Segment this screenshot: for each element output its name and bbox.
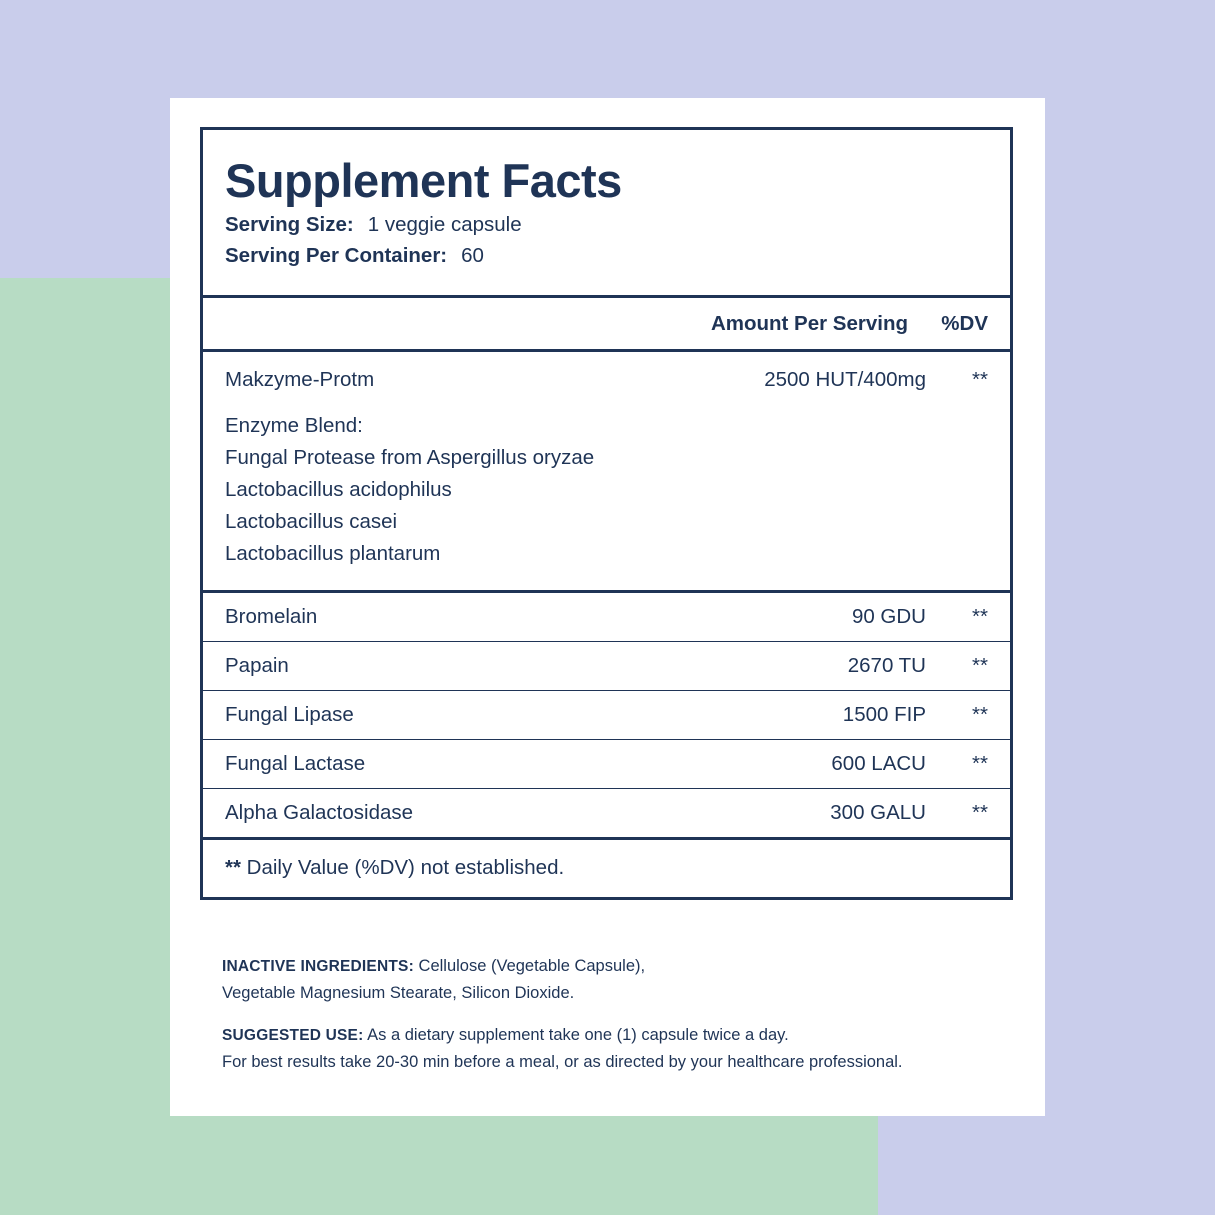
blend-name: Makzyme-Protm [225,368,375,392]
serving-size-value: 1 veggie capsule [367,213,522,237]
ingredient-dv: ** [972,703,988,727]
page-title: Supplement Facts [225,154,622,207]
ingredient-amount: 300 GALU [830,801,926,825]
table-row [203,590,1010,641]
ingredient-dv: ** [972,801,988,825]
column-header-dv: %DV [941,312,988,336]
ingredient-name: Alpha Galactosidase [225,801,414,825]
ingredient-amount: 90 GDU [851,605,926,629]
inactive-ingredients-text-line2: Vegetable Magnesium Stearate, Silicon Dioxide. [222,983,575,1002]
table-row [203,690,1010,739]
ingredient-amount: 2670 TU [847,654,926,678]
blend-sub-list [225,410,988,570]
ingredient-name: Bromelain [225,605,318,629]
blend-sub-title: Enzyme Blend: [225,414,363,438]
list-item: Lactobacillus acidophilus [225,478,452,502]
suggested-use-text: As a dietary supplement take one (1) capsule twice a day. [363,1026,789,1045]
enzyme-blend-block [203,349,1010,590]
table-row [225,368,988,392]
serving-per-container-label: Serving Per Container: [225,244,448,268]
blend-dv: ** [972,368,988,392]
table-header-row [203,295,1010,349]
list-item: Lactobacillus plantarum [225,542,441,566]
footnote-text: Daily Value (%DV) not established. [240,856,565,880]
blend-amount: 2500 HUT/400mg [764,368,926,392]
serving-per-container-value: 60 [461,244,484,268]
serving-size-label: Serving Size: [225,213,354,237]
background-shape-lavender [878,1125,1215,1215]
serving-per-container-line [225,244,988,268]
ingredient-name: Papain [225,654,289,678]
serving-size-line [225,213,988,237]
ingredient-amount: 600 LACU [831,752,926,776]
suggested-use-text-line2: For best results take 20-30 min before a meal, or as directed by your healthcare professional. [222,1053,903,1072]
serving-info-block [203,156,1010,295]
supplement-label-card [170,98,1045,1116]
inactive-ingredients-paragraph [222,953,1022,1006]
ingredient-amount: 1500 FIP [842,703,926,727]
daily-value-footnote [203,837,1010,897]
list-item: Lactobacillus casei [225,510,398,534]
inactive-ingredients-text: Cellulose (Vegetable Capsule), [413,957,646,975]
ingredient-name: Fungal Lactase [225,752,366,776]
ingredient-dv: ** [972,605,988,629]
supplement-facts-panel [200,127,1013,900]
column-header-amount: Amount Per Serving [710,312,908,336]
table-row [203,788,1010,837]
table-row [203,739,1010,788]
ingredient-name: Fungal Lipase [225,703,354,727]
footnote-stars: ** [225,856,241,880]
table-row [203,641,1010,690]
label-notes [222,953,1022,1092]
suggested-use-header: SUGGESTED USE: [222,1027,364,1045]
list-item: Fungal Protease from Aspergillus oryzae [225,446,595,470]
ingredient-dv: ** [972,752,988,776]
inactive-ingredients-header: INACTIVE INGREDIENTS: [222,958,414,975]
ingredient-dv: ** [972,654,988,678]
suggested-use-paragraph [222,1022,1022,1075]
